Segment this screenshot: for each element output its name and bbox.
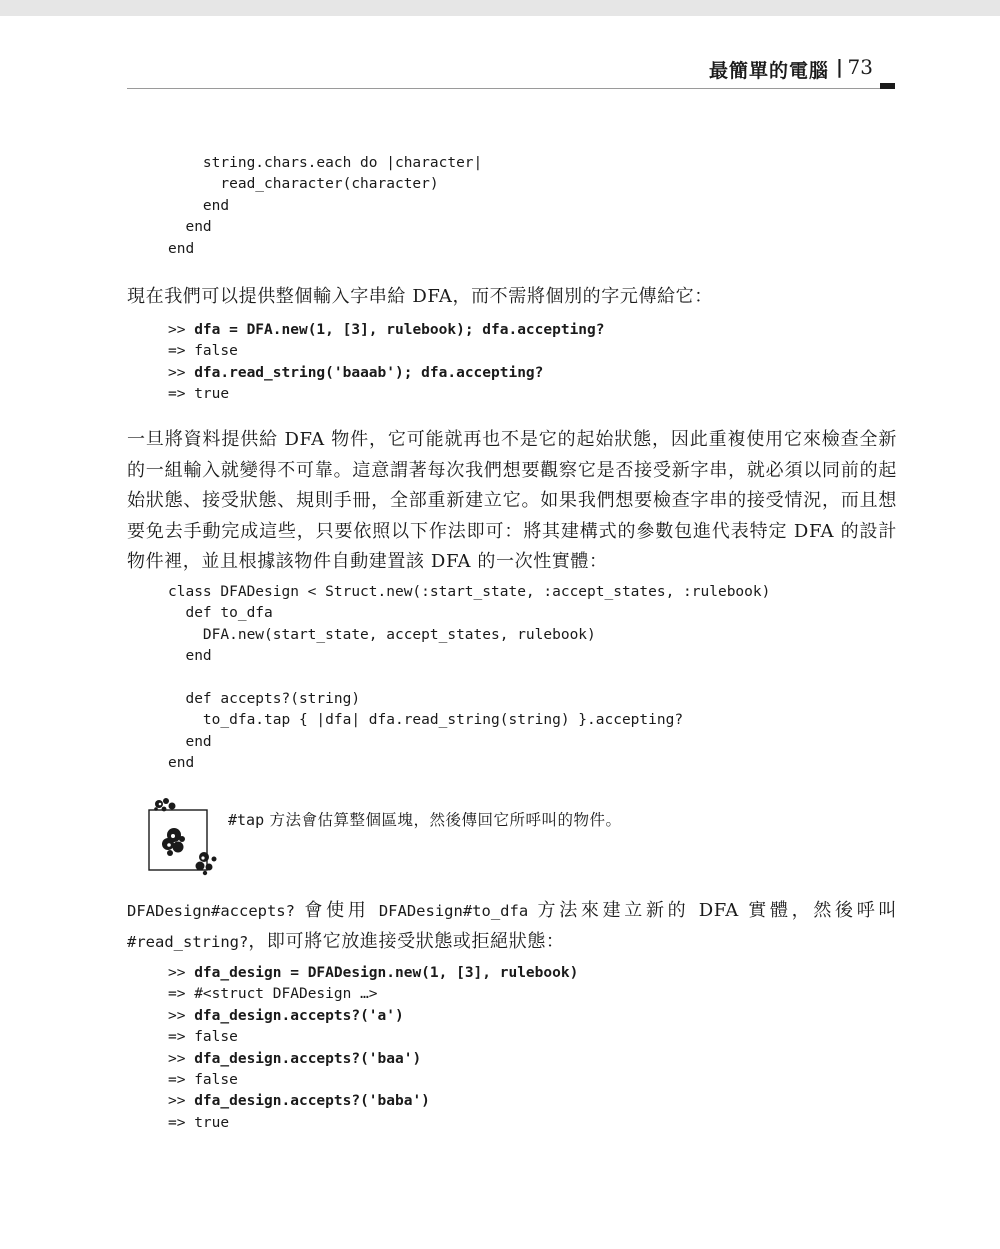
note-text	[228, 808, 622, 830]
code-line: to_dfa.tap { |dfa| dfa.read_string(string) }.accepting?	[168, 712, 684, 729]
code-line: end	[168, 648, 212, 665]
code-output: false	[194, 1029, 238, 1046]
code-input: dfa = DFA.new(1, [3], rulebook); dfa.accepting?	[194, 322, 605, 338]
code-output: false	[194, 1072, 238, 1089]
code-prompt: >>	[168, 965, 195, 981]
code-line: class DFADesign < Struct.new(:start_state, :accept_states, :rulebook)	[168, 584, 771, 600]
header-separator: |	[836, 56, 843, 78]
code-line: end	[168, 733, 212, 750]
code-prompt: >>	[168, 1093, 195, 1110]
code-output: false	[194, 343, 238, 360]
code-line: end	[168, 240, 195, 257]
code-block-3	[168, 582, 770, 775]
inline-code: DFADesign#to_dfa	[378, 902, 529, 920]
code-input: dfa_design = DFADesign.new(1, [3], rulebook)	[194, 965, 579, 981]
code-prompt: >>	[168, 322, 195, 338]
inline-code: #read_string?	[127, 932, 249, 951]
code-input: dfa_design.accepts?('baba')	[194, 1093, 430, 1110]
top-band	[0, 0, 1000, 16]
code-line: end	[168, 219, 212, 236]
code-prompt: =>	[168, 1114, 195, 1131]
inline-text: 會使用	[294, 900, 379, 921]
note-body: 方法會估算整個區塊，然後傳回它所呼叫的物件。	[264, 811, 622, 829]
page-header	[127, 52, 895, 89]
code-prompt: >>	[168, 1007, 195, 1024]
code-output: true	[194, 1114, 230, 1131]
chapter-title: 最簡單的電腦	[708, 60, 829, 82]
inline-code: DFADesign#accepts?	[127, 902, 295, 920]
paragraph-1: 現在我們可以提供整個輸入字串給 DFA，而不需將個別的字元傳給它：	[127, 286, 713, 307]
code-line: string.chars.each do |character|	[168, 155, 483, 171]
code-line: def to_dfa	[168, 605, 273, 622]
code-line: read_character(character)	[168, 176, 439, 193]
code-prompt: >>	[168, 364, 195, 381]
code-prompt: =>	[168, 1072, 195, 1089]
paragraph-2: 一旦將資料提供給 DFA 物件，它可能就再也不是它的起始狀態，因此重複使用它來檢查全新的一組輸入就變得不可靠。這意謂著每次我們想要觀察它是否接受新字串，就必須以同前的起始狀態、接受狀態、規則手冊，全部重新建立它。如果我們想要檢查字串的接受情況，而且想要免去手動完成這些，只要依照以下作法即可：將其建構式的參數包進代表特定 DFA 的設計物件裡，並且根據該物件自動建置該 DFA 的一次性實體：	[127, 429, 897, 572]
raccoon-tip-icon	[146, 795, 224, 877]
code-prompt: =>	[168, 343, 195, 360]
inline-text: ，即可將它放進接受狀態或拒絕狀態：	[248, 930, 565, 952]
paragraph-3	[127, 896, 897, 957]
code-input: dfa_design.accepts?('baa')	[194, 1050, 422, 1067]
code-prompt: =>	[168, 986, 195, 1003]
code-prompt: >>	[168, 1050, 195, 1067]
code-line: def accepts?(string)	[168, 691, 361, 708]
code-input: dfa_design.accepts?('a')	[194, 1007, 404, 1024]
inline-text: 方法來建立新的 DFA 實體，然後呼叫	[528, 900, 897, 921]
code-output: #<struct DFADesign …>	[194, 986, 378, 1003]
note-code: #tap	[228, 811, 265, 829]
code-line: end	[168, 755, 195, 772]
code-block-1	[168, 153, 482, 260]
header-mark	[880, 83, 895, 89]
code-line: DFA.new(start_state, accept_states, rulebook)	[168, 626, 596, 643]
code-prompt: =>	[168, 1029, 195, 1046]
code-prompt: =>	[168, 386, 195, 403]
code-output: true	[194, 386, 230, 403]
code-line: end	[168, 197, 230, 214]
page-number: 73	[847, 55, 873, 79]
code-input: dfa.read_string('baaab'); dfa.accepting?	[194, 364, 544, 381]
code-block-2	[168, 320, 605, 406]
code-block-4	[168, 963, 578, 1134]
